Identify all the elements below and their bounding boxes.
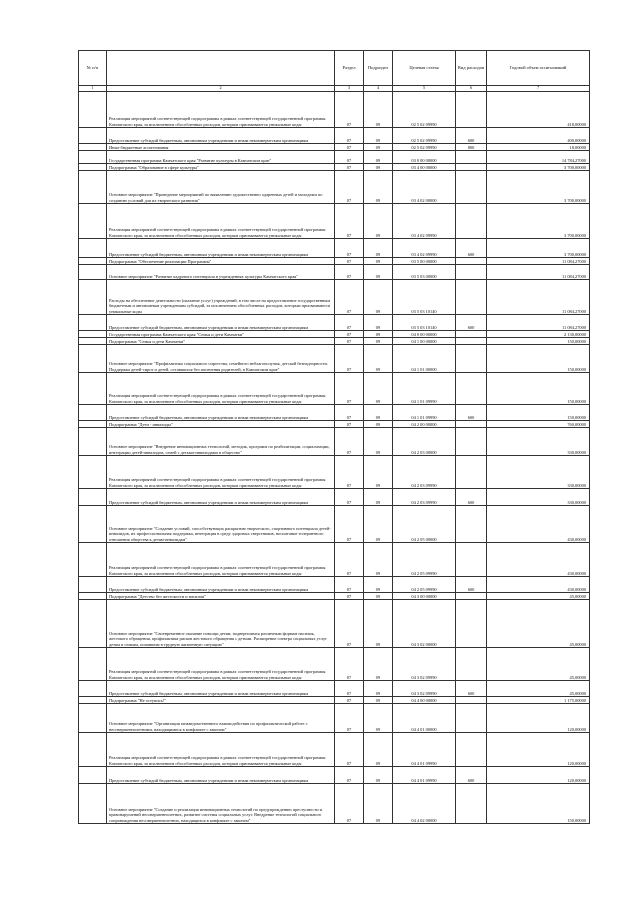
table-row	[79, 239, 590, 258]
row-expense-type	[456, 258, 487, 265]
header-expense-type: Вид расходов	[456, 51, 487, 86]
row-amount: 45,00000	[487, 648, 590, 681]
row-name: Подпрограмма "Семья и дети Камчатки"	[107, 338, 335, 345]
row-target-article: 04 1 01 09990	[393, 373, 456, 405]
row-target-article: 03 0 00 00000	[393, 151, 456, 164]
row-name: Предоставление субсидий бюджетным, автономным учреждениям и иным некоммерческим организациям	[107, 767, 335, 784]
row-number	[79, 373, 107, 405]
row-razdel: 07	[335, 331, 364, 338]
row-podrazdel: 09	[364, 258, 393, 265]
row-razdel: 07	[335, 239, 364, 258]
row-target-article: 04 2 00 00000	[393, 421, 456, 428]
scan-mark	[489, 865, 517, 883]
table-row	[79, 204, 590, 239]
row-razdel: 07	[335, 171, 364, 204]
row-razdel: 07	[335, 144, 364, 151]
row-name: Основное мероприятие "Создание условий, способствующих раскрытию творческого, спортивного потенциала детей-инвалидов, их профессиональная поддержка, интеграция в среду здоровых сверстников, воспитание толерантного отношения общества к детям-инвалидам"	[107, 506, 335, 543]
row-podrazdel: 09	[364, 331, 393, 338]
row-name: Основное мероприятие "Своевременное оказание помощи детям, подвергшимся различным формам насилия, жестокого обращения, профилактика рисков жестокого обращения с детьми. Расширение спектра социальных услуг детям и семьям, попавшим в трудную жизненную ситуацию"	[107, 600, 335, 648]
row-name: Основное мероприятие "Создание и реализация инновационных технологий по предупреждению преступности и правонарушений несовершеннолетних, развитие системы социальных услуг. Внедрение технологий социального сопровождения несовершеннолетних, находящихся в конфликте с законом"	[107, 784, 335, 824]
row-expense-type	[456, 171, 487, 204]
row-name: Основное мероприятие "Организация межведомственного взаимодействия по профилактической работе с несовершеннолетними, находящимися в конфликте с законом"	[107, 704, 335, 733]
table-row	[79, 543, 590, 577]
row-expense-type	[456, 421, 487, 428]
row-target-article: 04 4 01 09990	[393, 767, 456, 784]
row-podrazdel: 09	[364, 421, 393, 428]
row-number	[79, 421, 107, 428]
row-number	[79, 128, 107, 144]
row-name: Подпрограмма "Не оступись!"	[107, 697, 335, 704]
row-amount: 120,00000	[487, 733, 590, 767]
row-podrazdel: 09	[364, 681, 393, 697]
table-row	[79, 600, 590, 648]
row-amount: 45,00000	[487, 593, 590, 600]
row-number	[79, 258, 107, 265]
table-row	[79, 733, 590, 767]
row-target-article: 04 3 02 09990	[393, 681, 456, 697]
row-podrazdel: 09	[364, 784, 393, 824]
row-razdel: 07	[335, 265, 364, 280]
row-amount: 418,00000	[487, 92, 590, 128]
row-number	[79, 543, 107, 577]
row-number	[79, 315, 107, 331]
row-amount: 14 784,27000	[487, 151, 590, 164]
header-podrazdel: Подраздел	[364, 51, 393, 86]
header-name	[107, 51, 335, 86]
row-expense-type	[456, 345, 487, 373]
row-amount: 11 084,27000	[487, 258, 590, 265]
row-amount: 330,00000	[487, 428, 590, 456]
row-number	[79, 506, 107, 543]
row-number	[79, 265, 107, 280]
row-number	[79, 733, 107, 767]
row-podrazdel: 09	[364, 128, 393, 144]
row-podrazdel: 09	[364, 405, 393, 421]
row-expense-type	[456, 204, 487, 239]
row-target-article: 03 4 02 09990	[393, 204, 456, 239]
row-expense-type	[456, 704, 487, 733]
row-name: Основное мероприятие "Внедрение инновационных технологий, методик, программ по реабилитации, социализации, интеграции детей-инвалидов, семей с детьми-инвалидами в общество"	[107, 428, 335, 456]
row-podrazdel: 09	[364, 92, 393, 128]
row-podrazdel: 09	[364, 144, 393, 151]
row-number	[79, 405, 107, 421]
row-amount: 430,00000	[487, 577, 590, 593]
row-razdel: 07	[335, 428, 364, 456]
table-row	[79, 345, 590, 373]
table-row	[79, 144, 590, 151]
row-number	[79, 428, 107, 456]
table-body	[79, 92, 590, 824]
table-row	[79, 128, 590, 144]
row-razdel: 07	[335, 164, 364, 171]
row-amount: 11 084,27000	[487, 265, 590, 280]
row-number	[79, 151, 107, 164]
row-target-article: 04 3 00 00000	[393, 593, 456, 600]
row-name: Предоставление субсидий бюджетным, автономным учреждениям и иным некоммерческим организациям	[107, 489, 335, 506]
row-amount: 3 700,00000	[487, 239, 590, 258]
row-target-article: 03 5 03 10140	[393, 280, 456, 315]
row-number	[79, 338, 107, 345]
row-expense-type: 600	[456, 577, 487, 593]
row-amount: 150,00000	[487, 373, 590, 405]
row-name: Основное мероприятие "Развитие кадрового потенциала в учреждениях культуры Камчатского края"	[107, 265, 335, 280]
row-target-article: 04 2 05 09990	[393, 577, 456, 593]
column-number: 1	[79, 86, 107, 92]
row-amount: 760,00000	[487, 421, 590, 428]
row-razdel: 07	[335, 204, 364, 239]
column-number: 7	[487, 86, 590, 92]
row-target-article: 04 1 01 09990	[393, 405, 456, 421]
table-row	[79, 593, 590, 600]
row-number	[79, 577, 107, 593]
row-expense-type	[456, 697, 487, 704]
column-number: 3	[335, 86, 364, 92]
row-target-article: 04 4 00 00000	[393, 697, 456, 704]
row-amount: 120,00000	[487, 767, 590, 784]
row-name: Реализация мероприятий соответствующей подпрограммы в рамках соответствующей государственной программы Камчатского края, за исключением обособленных расходов, которым присваиваются уникальные коды	[107, 204, 335, 239]
row-podrazdel: 09	[364, 151, 393, 164]
row-podrazdel: 09	[364, 171, 393, 204]
table-row	[79, 92, 590, 128]
row-amount: 330,00000	[487, 456, 590, 489]
row-name: Расходы на обеспечение деятельности (оказание услуг) учреждений, в том числе на предоставление государственным бюджетным и автономным учреждениям субсидий, за исключением обособленных расходов, которым присваиваются уникальные коды	[107, 280, 335, 315]
budget-table-sheet	[78, 50, 589, 824]
row-number	[79, 784, 107, 824]
column-number: 2	[107, 86, 335, 92]
row-name: Предоставление субсидий бюджетным, автономным учреждениям и иным некоммерческим организациям	[107, 239, 335, 258]
row-name: Государственная программа Камчатского края "Развитие культуры в Камчатском крае"	[107, 151, 335, 164]
table-row	[79, 164, 590, 171]
row-name: Подпрограмма "Дети - инвалиды"	[107, 421, 335, 428]
row-name: Предоставление субсидий бюджетным, автономным учреждениям и иным некоммерческим организациям	[107, 315, 335, 331]
table-row	[79, 151, 590, 164]
row-name: Предоставление субсидий бюджетным, автономным учреждениям и иным некоммерческим организациям	[107, 128, 335, 144]
row-target-article: 03 4 00 00000	[393, 164, 456, 171]
row-target-article: 02 5 02 09990	[393, 144, 456, 151]
row-razdel: 07	[335, 128, 364, 144]
row-number	[79, 204, 107, 239]
row-razdel: 07	[335, 697, 364, 704]
row-name: Реализация мероприятий соответствующей подпрограммы в рамках соответствующей государственной программы Камчатского края, за исключением обособленных расходов, которым присваиваются уникальные коды	[107, 373, 335, 405]
row-expense-type	[456, 784, 487, 824]
row-podrazdel: 09	[364, 697, 393, 704]
row-podrazdel: 09	[364, 315, 393, 331]
column-number: 6	[456, 86, 487, 92]
row-razdel: 07	[335, 577, 364, 593]
row-number	[79, 92, 107, 128]
row-name: Подпрограмма "Детство без жестокости и насилия"	[107, 593, 335, 600]
row-amount: 3 700,00000	[487, 171, 590, 204]
row-target-article: 04 4 01 09990	[393, 733, 456, 767]
row-podrazdel: 09	[364, 164, 393, 171]
row-expense-type	[456, 265, 487, 280]
row-expense-type	[456, 506, 487, 543]
row-razdel: 07	[335, 733, 364, 767]
row-razdel: 07	[335, 704, 364, 733]
row-podrazdel: 09	[364, 428, 393, 456]
row-amount: 330,00000	[487, 489, 590, 506]
row-number	[79, 280, 107, 315]
table-row	[79, 421, 590, 428]
row-amount: 18,00000	[487, 144, 590, 151]
row-number	[79, 697, 107, 704]
row-name: Иные бюджетные ассигнования	[107, 144, 335, 151]
table-row	[79, 405, 590, 421]
row-expense-type	[456, 600, 487, 648]
row-podrazdel: 09	[364, 767, 393, 784]
row-expense-type	[456, 648, 487, 681]
row-razdel: 07	[335, 648, 364, 681]
row-expense-type	[456, 280, 487, 315]
row-target-article: 04 2 05 00000	[393, 506, 456, 543]
row-expense-type	[456, 92, 487, 128]
row-amount: 45,00000	[487, 600, 590, 648]
row-expense-type: 600	[456, 681, 487, 697]
row-amount: 150,00000	[487, 338, 590, 345]
row-razdel: 07	[335, 456, 364, 489]
row-number	[79, 164, 107, 171]
row-number	[79, 456, 107, 489]
row-razdel: 07	[335, 489, 364, 506]
table-row	[79, 315, 590, 331]
table-row	[79, 681, 590, 697]
table-row	[79, 171, 590, 204]
row-amount: 150,00000	[487, 784, 590, 824]
table-row	[79, 784, 590, 824]
row-target-article: 03 5 03 10140	[393, 315, 456, 331]
row-expense-type	[456, 543, 487, 577]
row-amount: 400,00000	[487, 128, 590, 144]
row-podrazdel: 09	[364, 543, 393, 577]
row-podrazdel: 09	[364, 704, 393, 733]
row-name: Предоставление субсидий бюджетным, автономным учреждениям и иным некоммерческим организациям	[107, 681, 335, 697]
row-amount: 11 084,27000	[487, 315, 590, 331]
row-target-article: 03 4 02 00000	[393, 171, 456, 204]
column-number: 5	[393, 86, 456, 92]
row-expense-type: 600	[456, 767, 487, 784]
row-razdel: 07	[335, 543, 364, 577]
column-number: 4	[364, 86, 393, 92]
table-row	[79, 489, 590, 506]
table-row	[79, 577, 590, 593]
row-expense-type: 600	[456, 315, 487, 331]
row-target-article: 02 5 02 09990	[393, 128, 456, 144]
row-podrazdel: 09	[364, 239, 393, 258]
row-podrazdel: 09	[364, 593, 393, 600]
row-podrazdel: 09	[364, 577, 393, 593]
table-row	[79, 331, 590, 338]
row-name: Основное мероприятие "Проведение мероприятий по выявлению художественно одаренных детей и молодежи по созданию условий для их творческого развития"	[107, 171, 335, 204]
row-target-article: 04 4 02 00000	[393, 784, 456, 824]
table-row	[79, 506, 590, 543]
row-target-article: 04 2 03 09990	[393, 489, 456, 506]
row-amount: 3 700,00000	[487, 164, 590, 171]
header-razdel: Раздел	[335, 51, 364, 86]
row-razdel: 07	[335, 315, 364, 331]
row-razdel: 07	[335, 258, 364, 265]
row-expense-type	[456, 331, 487, 338]
row-number	[79, 648, 107, 681]
row-name: Основное мероприятие "Профилактика социального сиротства, семейного неблагополучия, детской безнадзорности. Поддержка детей-сирот и детей, оставшихся без попечения родителей, в Камчатском крае"	[107, 345, 335, 373]
row-target-article: 04 3 02 09990	[393, 648, 456, 681]
row-expense-type	[456, 456, 487, 489]
row-expense-type	[456, 338, 487, 345]
row-razdel: 07	[335, 92, 364, 128]
row-expense-type	[456, 151, 487, 164]
table-row	[79, 704, 590, 733]
row-target-article: 04 3 02 00000	[393, 600, 456, 648]
row-razdel: 07	[335, 506, 364, 543]
row-expense-type: 600	[456, 239, 487, 258]
row-podrazdel: 09	[364, 648, 393, 681]
row-target-article: 03 5 03 00000	[393, 265, 456, 280]
row-razdel: 07	[335, 151, 364, 164]
row-podrazdel: 09	[364, 204, 393, 239]
row-target-article: 04 1 00 00000	[393, 338, 456, 345]
row-podrazdel: 09	[364, 265, 393, 280]
row-name: Предоставление субсидий бюджетным, автономным учреждениям и иным некоммерческим организациям	[107, 577, 335, 593]
row-razdel: 07	[335, 338, 364, 345]
row-razdel: 07	[335, 280, 364, 315]
row-amount: 3 700,00000	[487, 204, 590, 239]
row-razdel: 07	[335, 405, 364, 421]
row-target-article: 04 0 00 00000	[393, 331, 456, 338]
row-podrazdel: 09	[364, 733, 393, 767]
row-amount: 150,00000	[487, 405, 590, 421]
row-amount: 150,00000	[487, 345, 590, 373]
table-row	[79, 767, 590, 784]
row-target-article: 02 5 02 09990	[393, 92, 456, 128]
row-name: Подпрограмма "Обеспечение реализации Программы"	[107, 258, 335, 265]
row-razdel: 07	[335, 373, 364, 405]
table-row	[79, 648, 590, 681]
row-razdel: 07	[335, 600, 364, 648]
row-number	[79, 171, 107, 204]
table-row	[79, 373, 590, 405]
row-number	[79, 489, 107, 506]
row-number	[79, 600, 107, 648]
row-expense-type	[456, 164, 487, 171]
row-expense-type	[456, 373, 487, 405]
row-podrazdel: 09	[364, 373, 393, 405]
row-razdel: 07	[335, 345, 364, 373]
row-number	[79, 593, 107, 600]
header-target-article: Целевая статья	[393, 51, 456, 86]
row-amount: 120,00000	[487, 704, 590, 733]
row-razdel: 07	[335, 784, 364, 824]
budget-table	[78, 50, 590, 824]
table-header-row	[79, 51, 590, 86]
row-podrazdel: 09	[364, 600, 393, 648]
row-name: Реализация мероприятий соответствующей подпрограммы в рамках соответствующей государственной программы Камчатского края, за исключением обособленных расходов, которым присваиваются уникальные коды	[107, 543, 335, 577]
row-podrazdel: 09	[364, 456, 393, 489]
row-name: Реализация мероприятий соответствующей подпрограммы в рамках соответствующей государственной программы Камчатского края, за исключением обособленных расходов, которым присваиваются уникальные коды	[107, 733, 335, 767]
row-expense-type: 800	[456, 144, 487, 151]
row-number	[79, 704, 107, 733]
row-name: Предоставление субсидий бюджетным, автономным учреждениям и иным некоммерческим организациям	[107, 405, 335, 421]
row-name: Реализация мероприятий соответствующей подпрограммы в рамках соответствующей государственной программы Камчатского края, за исключением обособленных расходов, которым присваиваются уникальные коды	[107, 456, 335, 489]
row-name: Реализация мероприятий соответствующей подпрограммы в рамках соответствующей государственной программы Камчатского края, за исключением обособленных расходов, которым присваиваются уникальные коды	[107, 648, 335, 681]
row-podrazdel: 09	[364, 345, 393, 373]
table-row	[79, 338, 590, 345]
row-amount: 11 084,27000	[487, 280, 590, 315]
row-amount: 1 175,00000	[487, 697, 590, 704]
row-target-article: 04 1 01 00000	[393, 345, 456, 373]
row-amount: 430,00000	[487, 543, 590, 577]
row-expense-type	[456, 593, 487, 600]
row-name: Подпрограмма "Образование в сфере культуры"	[107, 164, 335, 171]
table-row	[79, 258, 590, 265]
row-podrazdel: 09	[364, 506, 393, 543]
row-podrazdel: 09	[364, 489, 393, 506]
row-number	[79, 331, 107, 338]
row-expense-type: 600	[456, 489, 487, 506]
table-row	[79, 456, 590, 489]
row-number	[79, 144, 107, 151]
row-expense-type: 600	[456, 128, 487, 144]
row-target-article: 04 4 01 00000	[393, 704, 456, 733]
row-razdel: 07	[335, 593, 364, 600]
row-number	[79, 345, 107, 373]
table-row	[79, 428, 590, 456]
table-row	[79, 280, 590, 315]
header-annual-amount: Годовой объем ассигнований	[487, 51, 590, 86]
row-razdel: 07	[335, 421, 364, 428]
row-podrazdel: 09	[364, 280, 393, 315]
row-amount: 430,00000	[487, 506, 590, 543]
row-razdel: 07	[335, 767, 364, 784]
header-num: № п/п	[79, 51, 107, 86]
row-amount: 45,00000	[487, 681, 590, 697]
row-expense-type	[456, 428, 487, 456]
row-target-article: 04 2 03 00000	[393, 428, 456, 456]
table-row	[79, 265, 590, 280]
row-podrazdel: 09	[364, 338, 393, 345]
table-row	[79, 697, 590, 704]
row-number	[79, 681, 107, 697]
row-number	[79, 767, 107, 784]
row-name: Реализация мероприятий соответствующей подпрограммы в рамках соответствующей государственной программы Камчатского края, за исключением обособленных расходов, которым присваиваются уникальные коды	[107, 92, 335, 128]
row-expense-type: 600	[456, 405, 487, 421]
row-number	[79, 239, 107, 258]
row-razdel: 07	[335, 681, 364, 697]
row-target-article: 03 5 00 00000	[393, 258, 456, 265]
row-target-article: 04 2 05 09990	[393, 543, 456, 577]
row-name: Государственная программа Камчатского края "Семья и дети Камчатки"	[107, 331, 335, 338]
row-expense-type	[456, 733, 487, 767]
row-target-article: 04 2 03 09990	[393, 456, 456, 489]
row-amount: 2 130,00000	[487, 331, 590, 338]
row-target-article: 03 4 02 09990	[393, 239, 456, 258]
